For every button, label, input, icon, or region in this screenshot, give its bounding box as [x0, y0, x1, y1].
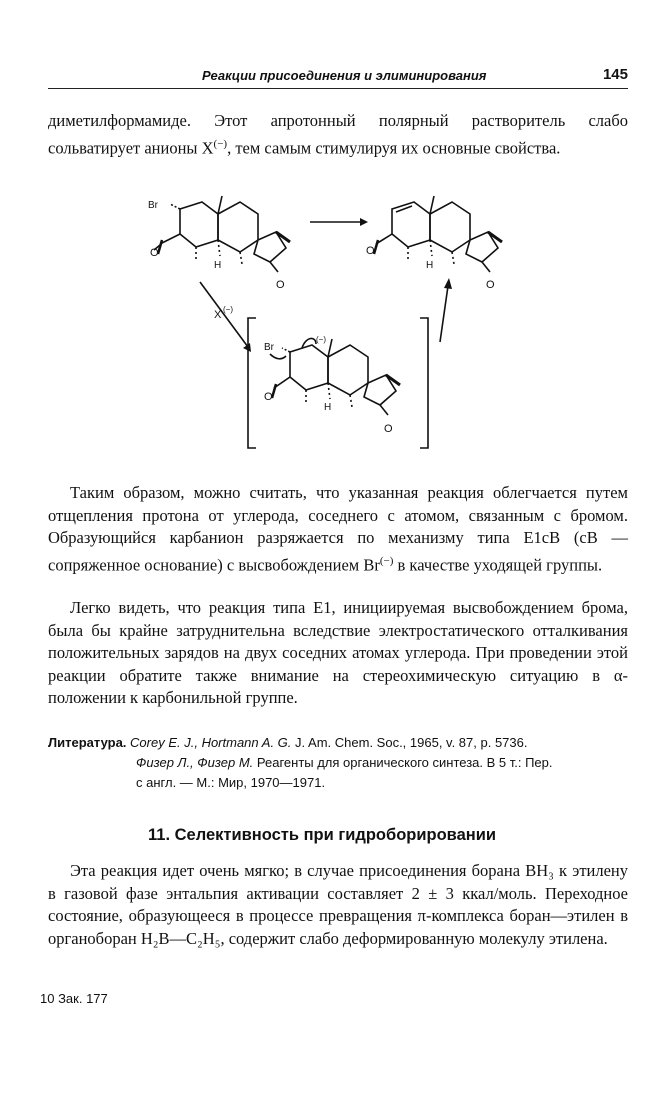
section-heading: 11. Селективность при гидроборировании	[148, 826, 497, 844]
bromine-label-2: Br	[264, 342, 274, 353]
arrow-from-intermediate	[440, 286, 448, 342]
hydrogen-label-1: H	[214, 260, 222, 271]
bromide-charge: (−)	[379, 554, 394, 567]
paragraph-mechanism-text-end: в качестве уходящей группы.	[393, 555, 603, 574]
oxygen-label-4: O	[486, 279, 495, 291]
literature-ref-2	[48, 753, 628, 773]
ref1-source: J. Am. Chem. Soc., 1965, v. 87, p. 5736.	[295, 735, 528, 750]
arrowhead-top	[360, 218, 368, 226]
intermediate-carbanion	[264, 335, 400, 435]
literature-block	[48, 733, 628, 793]
base-charge: (−)	[223, 305, 233, 314]
paragraph-intro	[48, 110, 628, 160]
running-header	[48, 64, 628, 89]
literature-ref-2-cont: с англ. — М.: Мир, 1970—1971.	[136, 775, 326, 790]
paragraph-e1: Легко видеть, что реакция типа E1, инициируемая высвобождением брома, была бы крайне затруднительна вследствие электростатического отталкивания положительных зарядов на двух соседних атомах углерода. При проведении этой реакции обратите также внимание на стереохимическую ситуацию в α-положении к карбонильной группе.	[48, 598, 628, 707]
bromine-label-1: Br	[148, 200, 158, 211]
paragraph-intro-text-end: , тем самым стимулируя их основные свойства.	[227, 138, 561, 157]
reaction-scheme	[130, 192, 530, 452]
paragraph-mechanism	[48, 482, 628, 577]
oxygen-label-1: O	[150, 247, 159, 259]
ref2-authors: Физер Л., Физер М.	[136, 755, 254, 770]
literature-label: Литература.	[48, 735, 127, 750]
footer-signature: 10 Зак. 177	[40, 991, 108, 1006]
carbanion-charge: (−)	[316, 335, 326, 344]
base-label: X	[214, 309, 222, 321]
paragraph-hydroboration: Эта реакция идет очень мягко; в случае присоединения борана BH₃ к этилену в газовой фазе энтальпия активации составляет 2 ± 3 ккал/моль. Переходное состояние, образующееся в процессе превращения π-комплекса боран—этилен в органоборан H₂B—C₂H₅, содержит слабо деформированную молекулу этилена.	[48, 861, 628, 948]
paragraph-mechanism-text: Таким образом, можно считать, что указанная реакция облегчается путем отщепления протона от углерода, соседнего с атомом, связанным с бромом. Образующийся карбанион разряжается по механизму типа E1cB (cB — сопряженное основание) с высвобождением Br	[48, 483, 628, 574]
hydrogen-label-2: H	[426, 260, 434, 271]
arrowhead-up	[444, 278, 452, 289]
hydrogen-label-3: H	[324, 402, 332, 413]
header-title: Реакции присоединения и элиминирования	[202, 68, 487, 83]
literature-ref-1	[48, 733, 628, 753]
right-bracket	[420, 318, 428, 448]
oxygen-label-6: O	[384, 423, 393, 435]
page-number: 145	[602, 66, 628, 83]
starting-molecule	[148, 196, 290, 291]
anion-charge: (−)	[213, 137, 228, 150]
oxygen-label-5: O	[264, 391, 273, 403]
product-molecule	[366, 196, 502, 291]
left-bracket	[248, 318, 256, 448]
ref2-source: Реагенты для органического синтеза. В 5 т.: Пер.	[256, 755, 553, 770]
oxygen-label-2: O	[276, 279, 285, 291]
paragraph-intro-text: диметилформамиде. Этот апротонный полярный растворитель слабо сольватирует анионы X	[48, 111, 628, 157]
oxygen-label-3: O	[366, 245, 375, 257]
ref1-authors: Corey E. J., Hortmann A. G.	[130, 735, 292, 750]
arrow-to-intermediate	[200, 282, 248, 347]
